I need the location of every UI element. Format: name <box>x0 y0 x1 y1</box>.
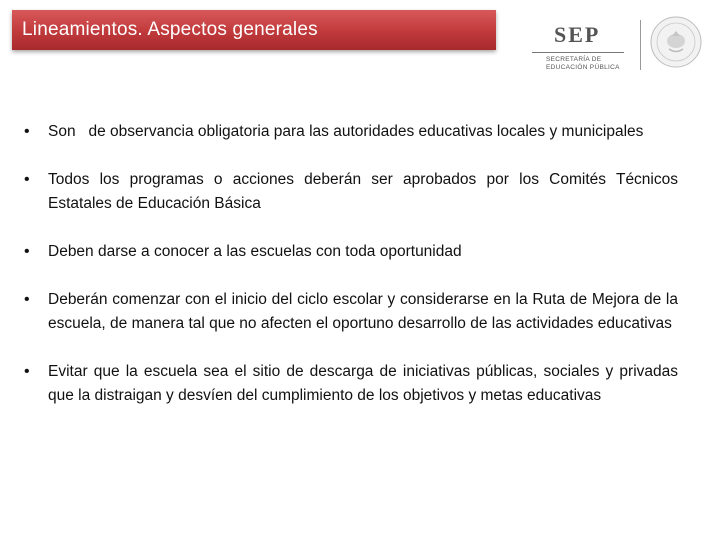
list-item <box>24 288 678 336</box>
list-item <box>24 240 678 264</box>
logo-rule <box>532 52 624 53</box>
sep-subtitle-line2: EDUCACIÓN PÚBLICA <box>546 64 620 71</box>
logo-divider <box>640 20 641 70</box>
bullet-list <box>24 120 678 432</box>
bullet-icon: • <box>24 243 30 260</box>
bullet-text: Todos los programas o acciones deberán ser aprobados por los Comités Técnicos Estatales de Educación Básica <box>48 171 678 212</box>
list-item <box>24 360 678 408</box>
list-item <box>24 120 678 144</box>
sep-subtitle <box>546 56 620 72</box>
bullet-text: Evitar que la escuela sea el sitio de descarga de iniciativas públicas, sociales y privadas que la distraigan y desvíen del cumplimiento de los objetivos y metas educativas <box>48 363 678 404</box>
bullet-text: Deberán comenzar con el inicio del ciclo escolar y considerarse en la Ruta de Mejora de la escuela, de manera tal que no afecten el oportuno desarrollo de las actividades educativas <box>48 291 678 332</box>
bullet-icon: • <box>24 123 30 140</box>
bullet-icon: • <box>24 363 30 380</box>
bullet-text: Deben darse a conocer a las escuelas con toda oportunidad <box>48 243 462 260</box>
bullet-icon: • <box>24 291 30 308</box>
bullet-icon: • <box>24 171 30 188</box>
sep-wordmark: SEP <box>554 22 601 47</box>
sep-logo <box>532 22 624 82</box>
national-seal-icon <box>650 16 702 68</box>
sep-subtitle-line1: SECRETARÍA DE <box>546 56 602 63</box>
title-banner <box>12 10 496 50</box>
bullet-text: Son de observancia obligatoria para las autoridades educativas locales y municipales <box>48 123 644 140</box>
list-item <box>24 168 678 216</box>
page-title: Lineamientos. Aspectos generales <box>22 19 318 40</box>
